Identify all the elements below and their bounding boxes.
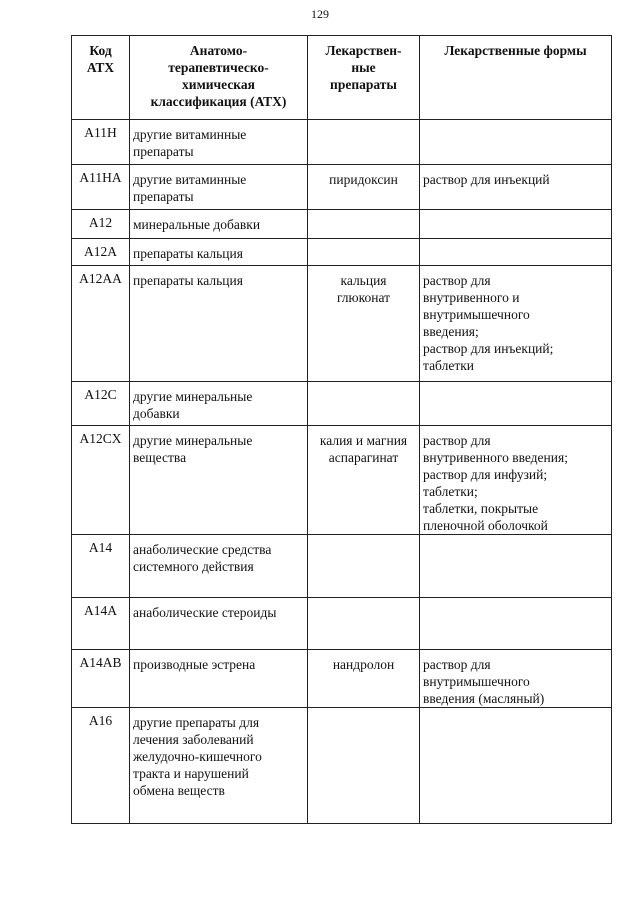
atc-code-cell: A14AB <box>72 650 130 708</box>
classification-cell-line: препараты <box>133 144 194 159</box>
header-line: химическая <box>182 77 255 92</box>
drug-cell <box>308 426 420 535</box>
classification-cell <box>130 708 308 824</box>
classification-cell-line: анаболические стероиды <box>133 605 277 620</box>
drug-cell <box>308 266 420 382</box>
dosage-forms-cell-line: внутривенного и <box>423 290 520 305</box>
dosage-forms-cell-line: пленочной оболочкой <box>423 518 548 533</box>
header-row <box>72 36 612 120</box>
classification-cell-line: вещества <box>133 450 187 465</box>
atc-code-cell: A14A <box>72 598 130 650</box>
atc-table <box>71 35 612 824</box>
dosage-forms-cell-line: таблетки, покрытые <box>423 501 539 516</box>
classification-cell-line: другие витаминные <box>133 127 247 142</box>
classification-cell-line: другие препараты для <box>133 715 260 730</box>
classification-cell-line: препараты кальция <box>133 273 243 288</box>
classification-cell-line: желудочно-кишечного <box>133 749 262 764</box>
classification-cell <box>130 382 308 426</box>
drug-cell <box>308 239 420 266</box>
classification-cell-line: производные эстрена <box>133 657 256 672</box>
dosage-forms-cell-line: внутримышечного <box>423 674 530 689</box>
dosage-forms-cell-line: раствор для <box>423 273 491 288</box>
dosage-forms-cell <box>420 708 612 824</box>
dosage-forms-cell-line: раствор для инфузий; <box>423 467 548 482</box>
dosage-forms-cell <box>420 535 612 598</box>
dosage-forms-cell-line: раствор для <box>423 433 491 448</box>
dosage-forms-cell <box>420 210 612 239</box>
dosage-forms-cell-line: раствор для <box>423 657 491 672</box>
dosage-forms-cell-line: введения; <box>423 324 479 339</box>
classification-cell-line: системного действия <box>133 559 254 574</box>
header-line: Лекарственные формы <box>444 43 587 58</box>
dosage-forms-cell-line: таблетки; <box>423 484 478 499</box>
atc-code-cell: A11HA <box>72 165 130 210</box>
dosage-forms-cell <box>420 650 612 708</box>
dosage-forms-cell-line: раствор для инъекций <box>423 172 550 187</box>
classification-cell-line: другие минеральные <box>133 389 253 404</box>
header-line: препараты <box>330 77 397 92</box>
header-line: Лекарствен- <box>325 43 402 58</box>
table-row <box>72 210 612 239</box>
drug-cell <box>308 598 420 650</box>
classification-cell-line: лечения заболеваний <box>133 732 254 747</box>
header-drugs <box>308 36 420 120</box>
drug-cell <box>308 210 420 239</box>
dosage-forms-cell-line: раствор для инъекций; <box>423 341 554 356</box>
header-line: Код <box>89 43 112 58</box>
drug-cell-line: нандролон <box>332 657 395 672</box>
header-code <box>72 36 130 120</box>
drug-cell-line: аспарагинат <box>328 450 399 465</box>
classification-cell-line: тракта и нарушений <box>133 766 249 781</box>
dosage-forms-cell <box>420 598 612 650</box>
classification-cell-line: другие минеральные <box>133 433 253 448</box>
table-row <box>72 535 612 598</box>
classification-cell-line: препараты <box>133 189 194 204</box>
drug-cell-line: кальция <box>340 273 387 288</box>
dosage-forms-cell <box>420 239 612 266</box>
atc-code-cell: A12A <box>72 239 130 266</box>
table-row <box>72 426 612 535</box>
atc-code-cell: A12C <box>72 382 130 426</box>
drug-cell <box>308 382 420 426</box>
dosage-forms-cell-line: введения (масляный) <box>423 691 545 706</box>
atc-code-cell: A12 <box>72 210 130 239</box>
atc-code-cell: A12CX <box>72 426 130 535</box>
table-row <box>72 120 612 165</box>
atc-code-cell: A12AA <box>72 266 130 382</box>
classification-cell <box>130 426 308 535</box>
atc-code-cell: A16 <box>72 708 130 824</box>
table-row <box>72 598 612 650</box>
header-forms <box>420 36 612 120</box>
drug-cell-line: глюконат <box>336 290 391 305</box>
dosage-forms-cell <box>420 266 612 382</box>
classification-cell <box>130 650 308 708</box>
drug-cell-line: пиридоксин <box>329 172 398 187</box>
table-row <box>72 650 612 708</box>
header-line: классификация (АТХ) <box>150 94 287 109</box>
classification-cell-line: добавки <box>133 406 180 421</box>
drug-cell <box>308 708 420 824</box>
drug-cell-line: калия и магния <box>319 433 408 448</box>
dosage-forms-cell <box>420 165 612 210</box>
table-row <box>72 165 612 210</box>
classification-cell-line: анаболические средства <box>133 542 272 557</box>
atc-code-cell: A11H <box>72 120 130 165</box>
dosage-forms-cell-line: внутримышечного <box>423 307 530 322</box>
table-row <box>72 239 612 266</box>
classification-cell <box>130 598 308 650</box>
classification-cell-line: минеральные добавки <box>133 217 261 232</box>
classification-cell <box>130 210 308 239</box>
drug-cell <box>308 535 420 598</box>
classification-cell <box>130 239 308 266</box>
table-row <box>72 382 612 426</box>
dosage-forms-cell <box>420 426 612 535</box>
drug-cell <box>308 120 420 165</box>
classification-cell <box>130 266 308 382</box>
header-classification <box>130 36 308 120</box>
drug-cell <box>308 165 420 210</box>
classification-cell <box>130 165 308 210</box>
classification-cell <box>130 120 308 165</box>
classification-cell-line: препараты кальция <box>133 246 243 261</box>
drug-cell <box>308 650 420 708</box>
dosage-forms-cell <box>420 382 612 426</box>
classification-cell-line: обмена веществ <box>133 783 225 798</box>
dosage-forms-cell-line: таблетки <box>423 358 475 373</box>
table-row <box>72 266 612 382</box>
table-row <box>72 708 612 824</box>
dosage-forms-cell-line: внутривенного введения; <box>423 450 568 465</box>
header-line: ные <box>351 60 376 75</box>
header-line: терапевтическо- <box>168 60 269 75</box>
page-number: 129 <box>311 7 329 21</box>
dosage-forms-cell <box>420 120 612 165</box>
atc-code-cell: A14 <box>72 535 130 598</box>
header-line: АТХ <box>86 60 115 75</box>
classification-cell <box>130 535 308 598</box>
classification-cell-line: другие витаминные <box>133 172 247 187</box>
header-line: Анатомо- <box>189 43 248 58</box>
